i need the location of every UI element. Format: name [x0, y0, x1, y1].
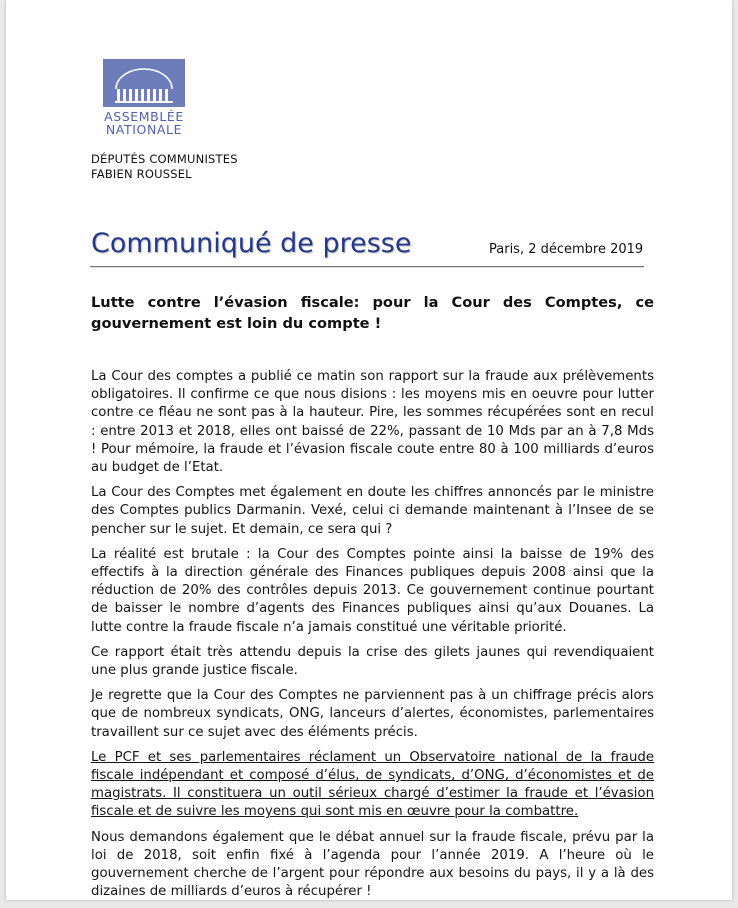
paragraph-4: Ce rapport était très attendu depuis la crise des gilets jaunes qui revendiquaient une plus grande justice fiscale.: [91, 644, 654, 679]
author-block: [91, 152, 238, 182]
paragraph-5: Je regrette que la Cour des Comptes ne parviennent pas à un chiffrage précis alors que de nombreux syndicats, ONG, lanceurs d’alertes, économistes, parlementaires travaillent sur ce sujet avec des éléments précis.: [91, 688, 654, 740]
document-page: [6, 0, 732, 900]
document-date: Paris, 2 décembre 2019: [489, 242, 644, 257]
author-name: FABIEN ROUSSEL: [91, 167, 192, 181]
hemicycle-emblem-icon: [103, 59, 185, 107]
logo-text-line1: ASSEMBLÉE: [104, 109, 184, 124]
logo-text-line2: NATIONALE: [105, 122, 183, 137]
page-title: Communiqué de presse: [91, 228, 412, 259]
author-group: DÉPUTÉS COMMUNISTES: [91, 152, 238, 166]
paragraph-1: La Cour des comptes a publié ce matin son rapport sur la fraude aux prélèvements obligatoires. Il confirme ce que nous disions : les moyens mis en oeuvre pour lutter contre ce fléau ne sont pas à la hauteur. Pire, les sommes récupérées sont en recul : entre 2013 et 2018, elles ont baissé de 22%, passant de 10 Mds par an à 7,8 Mds ! Pour mémoire, la fraude et l’évasion fiscale coute entre 80 à 100 milliards d’euros au budget de l’Etat.: [91, 369, 654, 476]
title-divider: [90, 266, 644, 267]
paragraph-7: Nous demandons également que le débat annuel sur la fraude fiscale, prévu par la loi de 2018, soit enfin fixé à l’agenda pour l’année 2019. A l’heure où le gouvernement cherche de l’argent pour répondre aux besoins du pays, il y a là des dizaines de milliards d’euros à récupérer !: [91, 829, 654, 900]
body-text: [91, 368, 654, 908]
paragraph-6-underlined: Le PCF et ses parlementaires réclament un Observatoire national de la fraude fiscale indépendant et composé d’élus, de syndicats, d’ONG, d’économistes et de magistrats. Il constituera un outil sérieux chargé d’estimer la fraude et l’évasion fiscale et de suivre les moyens qui sont mis en œuvre pour la combattre.: [91, 749, 654, 820]
headline: Lutte contre l’évasion fiscale: pour la Cour des Comptes, ce gouvernement est loin du compte !: [91, 294, 654, 332]
paragraph-3: La réalité est brutale : la Cour des Comptes pointe ainsi la baisse de 19% des effectifs à la direction générale des Finances publiques depuis 2008 ainsi que la réduction de 20% des contrôles depuis 2013. Ce gouvernement continue pourtant de baisser le nombre d’agents des Finances publiques ainsi qu’aux Douanes. La lutte contre la fraude fiscale n’a jamais constitué une véritable priorité.: [91, 546, 654, 635]
paragraph-2: La Cour des Comptes met également en doute les chiffres annoncés par le ministre des Comptes publics Darmanin. Vexé, celui ci demande maintenant à l’Insee de se pencher sur le sujet. Et demain, ce sera qui ?: [91, 485, 654, 537]
assemblee-nationale-logo: [97, 59, 191, 141]
